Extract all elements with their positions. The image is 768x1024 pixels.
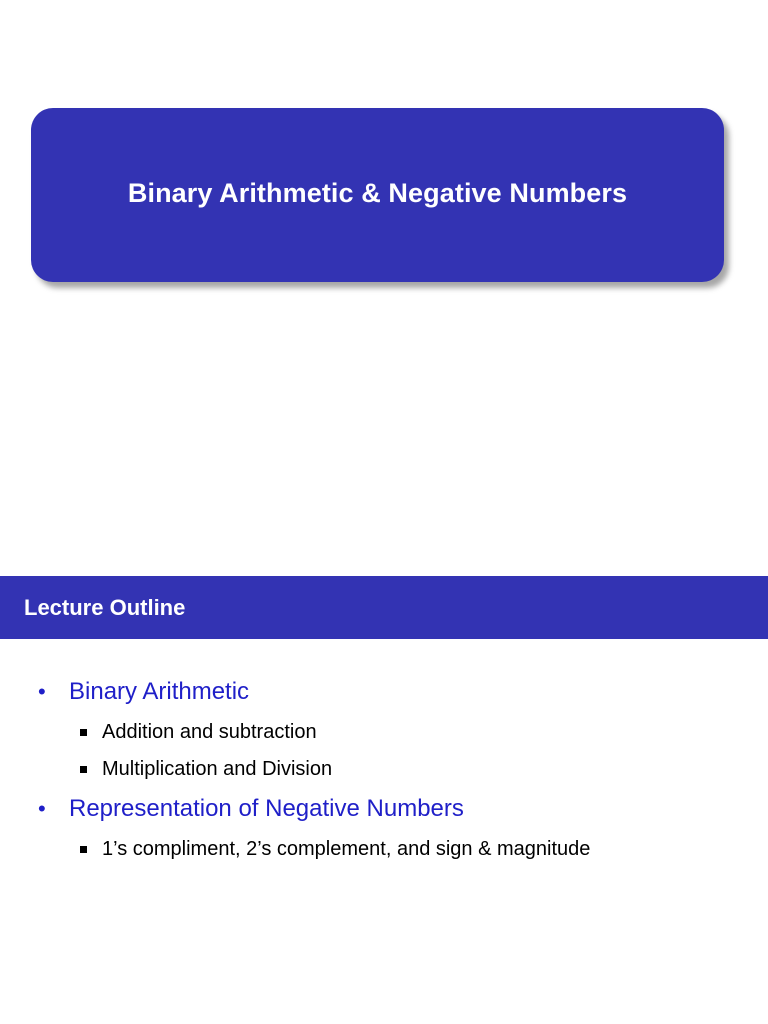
square-bullet-icon [80,766,87,773]
header-bar [0,576,768,639]
square-bullet-icon [80,846,87,853]
outline-subitem-label: Multiplication and Division [102,758,333,780]
outline-slide [0,576,768,1024]
square-bullet-icon [80,729,87,736]
outline-subitem [80,721,317,744]
outline-item-label: Binary Arithmetic [69,678,250,705]
slide-title: Binary Arithmetic & Negative Numbers [127,177,628,208]
title-banner [31,108,724,282]
outline-subitem [80,838,590,861]
bullet-dot-icon: • [38,679,46,704]
outline-item-label: Representation of Negative Numbers [69,795,464,822]
outline-subitem [80,758,332,781]
outline-item-negative-numbers [38,795,464,823]
outline-subitem-label: 1’s compliment, 2’s complement, and sign & magnitude [102,838,591,860]
outline-subitem-label: Addition and subtraction [102,721,317,743]
outline-item-binary-arithmetic [38,678,249,706]
bullet-dot-icon: • [38,796,46,821]
outline-heading: Lecture Outline [24,594,186,620]
